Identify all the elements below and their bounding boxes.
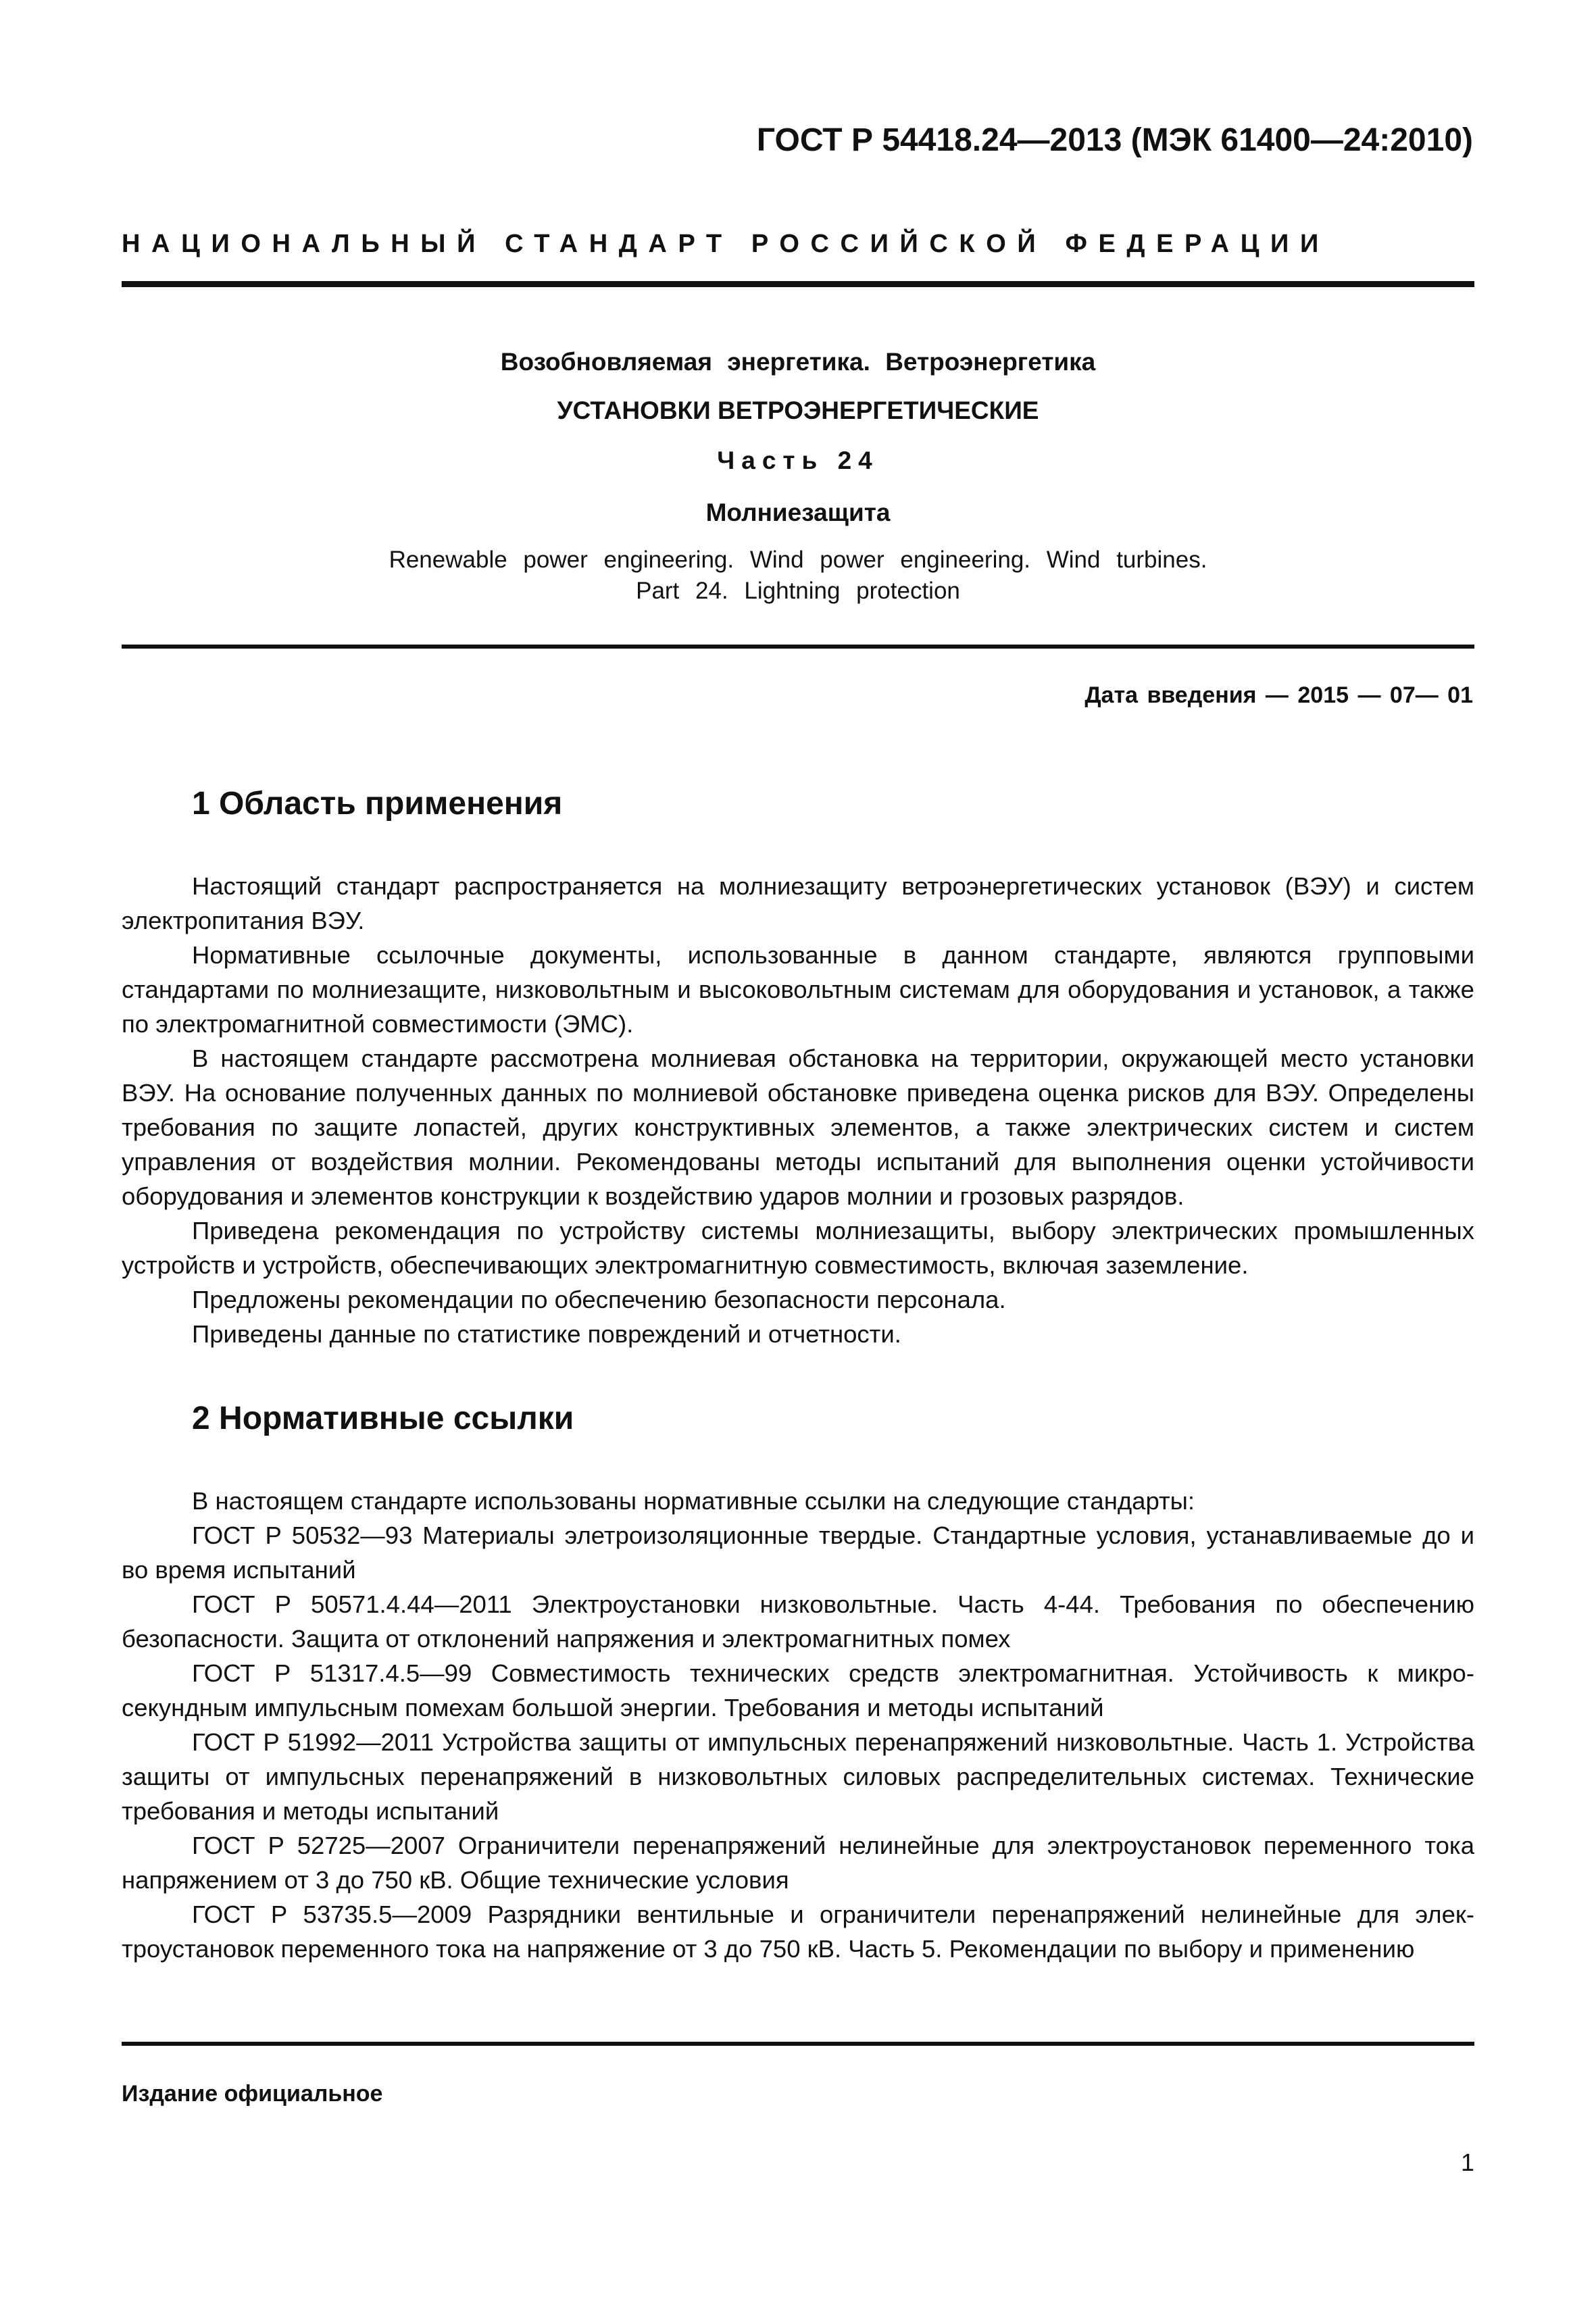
section-heading: 2 Нормативные ссылки <box>192 1401 574 1436</box>
english-title <box>122 545 1474 607</box>
reference-item: ГОСТ Р 50532—93 Материалы элетроизоляционные твердые. Стандартные условия, устанавливаемые до и во время испытаний <box>122 1521 1474 1584</box>
header-divider <box>122 281 1474 287</box>
paragraph: Предложены рекомендации по обеспечению безопасности персонала. <box>192 1286 1006 1313</box>
paragraph: Нормативные ссылочные документы, использованные в данном стандарте, являются групповыми стандартами по молниезащите, низковольтным и высоковольтным системам для оборудования и установок, а также по электромагнитной совместимости (ЭМС). <box>122 941 1474 1038</box>
reference-item: ГОСТ Р 51992—2011 Устройства защиты от импульсных перенапряжений низковольтные. Часть 1. Устройства защиты от импульсных перенапряжений в низковольтных силовых распределительных системах. Технические требования и методы испытаний <box>122 1728 1474 1825</box>
paragraph: Приведена рекомендация по устройству системы молниезащиты, выбору электрических промышленных устройств и устройств, обеспечивающих электромагнитную совместимость, включая заземление. <box>122 1217 1474 1279</box>
official-edition-note: Издание официальное <box>122 2081 383 2107</box>
paragraph: В настоящем стандарте использованы нормативные ссылки на следующие стандарты: <box>192 1487 1195 1515</box>
national-standard-banner: НАЦИОНАЛЬНЫЙ СТАНДАРТ РОССИЙСКОЙ ФЕДЕРАЦИИ <box>122 230 1330 258</box>
title-divider <box>122 645 1474 649</box>
reference-item: ГОСТ Р 50571.4.44—2011 Электроустановки низковольтные. Часть 4-44. Требования по обеспечению безопасности. Защита от отклонений напряжения и электромагнитных помех <box>122 1590 1474 1653</box>
title-block <box>122 338 1474 607</box>
paragraph: Приведены данные по статистике повреждений и отчетности. <box>192 1320 901 1348</box>
english-title-line-1: Renewable power engineering. Wind power engineering. Wind turbines. <box>389 547 1207 573</box>
spacer <box>122 1439 1474 1484</box>
spacer <box>122 824 1474 869</box>
introduction-date: Дата введения — 2015 — 07— 01 <box>1084 682 1473 708</box>
footer-divider <box>122 2042 1474 2046</box>
reference-item: ГОСТ Р 53735.5—2009 Разрядники вентильные и ограничители перенапряжений нелинейные для электроустановок переменного тока на напряжение от 3 до 750 кВ. Часть 5. Рекомендации по выбору и применению <box>122 1901 1474 1963</box>
section-scope <box>122 784 1474 1351</box>
page-number: 1 <box>1460 2148 1474 2176</box>
section-heading: 1 Область применения <box>192 786 563 822</box>
paragraph: В настоящем стандарте рассмотрена молниевая обстановка на территории, окружающей место установки ВЭУ. На основание полученных данных по молниевой обстановке приведена оценка рисков для ВЭУ. Определены требования по защите лопастей, других конструктивных элементов, а также электрических систем и систем управления от воздействия молнии. Рекомендованы методы испытаний для выполнения оценки устойчивости оборудования и элементов конструкции к воздействию ударов молнии и грозовых разрядов. <box>122 1045 1474 1210</box>
section-normative-references <box>122 1399 1474 1966</box>
reference-item: ГОСТ Р 52725—2007 Ограничители перенапряжений нелинейные для электроустановок переменного тока напряжением от 3 до 750 кВ. Общие технические условия <box>122 1832 1474 1894</box>
title-part: Часть 24 <box>717 447 879 474</box>
title-subject: Молниезащита <box>705 499 891 526</box>
reference-item: ГОСТ Р 51317.4.5—99 Совместимость технических средств электромагнитная. Устойчивость к микросекундным импульсным помехам большой энергии. Требования и методы испытаний <box>122 1659 1474 1721</box>
paragraph: Настоящий стандарт распространяется на молниезащиту ветроэнергетических установок (ВЭУ) и систем электропитания ВЭУ. <box>122 872 1474 934</box>
standard-designation: ГОСТ Р 54418.24—2013 (МЭК 61400—24:2010) <box>756 122 1473 158</box>
title-line-2: УСТАНОВКИ ВЕТРОЭНЕРГЕТИЧЕСКИЕ <box>557 397 1039 424</box>
title-line-1: Возобновляемая энергетика. Ветроэнергетика <box>500 348 1096 376</box>
english-title-line-2: Part 24. Lightning protection <box>636 578 960 604</box>
